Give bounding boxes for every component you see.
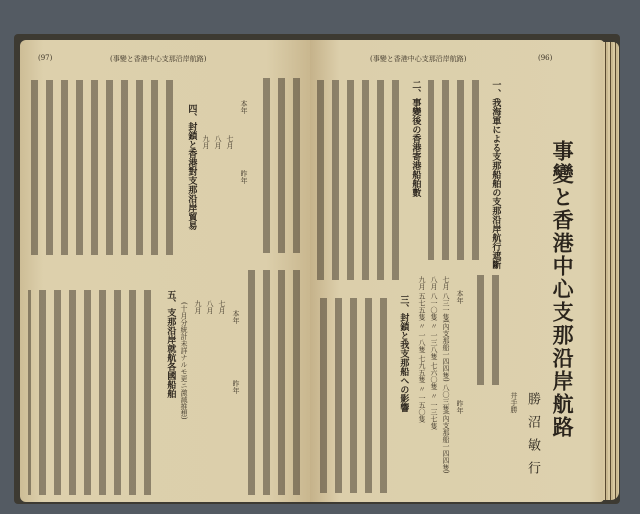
body-text (248, 270, 305, 495)
section-heading-3: 三、封鎖と我支那船への影響 (398, 295, 409, 412)
table-row: 七月 八三一隻(內支那船一四四隻) 八〇三隻(內支那船一四四隻) (442, 276, 451, 474)
running-header: (事變と香港中心支那沿岸航路) (370, 55, 467, 63)
author-name: 勝沼敏行 (524, 392, 540, 484)
body-text (470, 275, 504, 385)
table-header: 本年 (232, 310, 241, 324)
section-heading-5: 五、支那沿岸就航各國船舶 (165, 290, 176, 398)
table-month: 九月 (202, 135, 211, 149)
table-header: 本年 (456, 290, 465, 304)
body-text (428, 80, 484, 260)
right-page (310, 40, 604, 502)
body-text (255, 78, 305, 253)
body-text (28, 290, 156, 495)
page-number: (96) (538, 54, 553, 62)
table-header: 昨年 (232, 380, 241, 394)
table-row: 八月 八一〇隻 〃 一三八隻 七六〇隻 〃 一三七隻 (430, 276, 439, 430)
table-header: 本年 (240, 100, 249, 114)
running-header: (事變と香港中心支那沿岸航路) (110, 55, 207, 63)
author-affiliation: 井手勝 (510, 392, 519, 413)
body-text (314, 298, 392, 493)
body-text (28, 80, 178, 255)
table-header: 昨年 (240, 170, 249, 184)
section-heading-2: 二、事變後の香港寄港船舶數 (410, 80, 421, 197)
article-title: 事變と香港中心支那沿岸航路 (550, 140, 576, 439)
section-heading-1: 一、我海軍による支那船舶の支那沿岸航行遮斷 (490, 80, 501, 269)
body-text (314, 80, 404, 280)
table-header: 昨年 (456, 400, 465, 414)
page-number: (97) (38, 54, 53, 62)
table-month: 八月 (206, 300, 215, 314)
table-month: 七月 (226, 135, 235, 149)
table-month: 九月 (194, 300, 203, 314)
table-month: 七月 (218, 300, 227, 314)
page-edges (603, 42, 619, 500)
table-note: (十月分統計未詳ナルモ更ニ激減推想) (180, 302, 189, 420)
table-row: 九月 五七五隻 〃 一八隻 七九五隻 〃 一五〇隻 (418, 276, 427, 423)
table-month: 八月 (214, 135, 223, 149)
section-heading-4: 四、封鎖と香港對支那沿岸貿易 (186, 104, 197, 230)
left-page (20, 40, 310, 502)
